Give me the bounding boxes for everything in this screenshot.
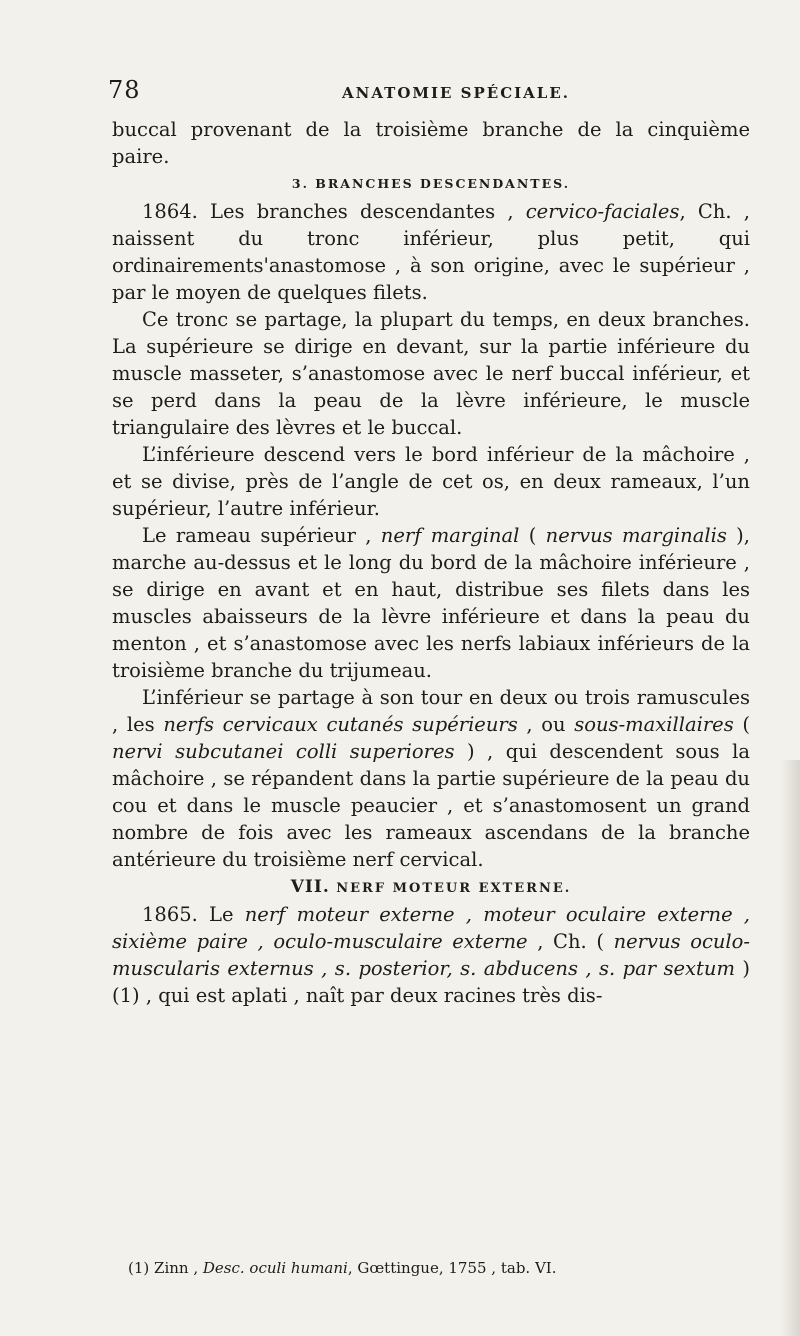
- page-edge-shadow: [780, 760, 800, 1336]
- paragraph-tronc: Ce tronc se partage, la plupart du temps, en deux branches. La supérieure se dirige en devant, sur la partie inférieure du muscle masseter, s’anastomose avec le nerf buccal inférieur, et se perd dans la peau de la lèvre inférieure, le muscle triangulaire des lèvres et le buccal.: [112, 308, 750, 439]
- paragraph-inferieure: L’inférieure descend vers le bord inférieur de la mâchoire , et se divise, près de l’angle de cet os, en deux rameaux, l’un supérieur, l’autre inférieur.: [112, 443, 750, 520]
- paragraph-number: 1865.: [142, 903, 198, 926]
- footnote-text: , Gœttingue, 1755 , tab. VI.: [347, 1259, 557, 1277]
- term-italic: nerf moteur externe , moteur oculaire externe , sixième paire , oculo-musculaire externe: [112, 903, 751, 953]
- footnote-title: Desc. oculi humani: [202, 1259, 348, 1277]
- paragraph-text: Les branches descendantes ,: [197, 200, 526, 223]
- paragraph-1864: [112, 198, 750, 306]
- paragraph-text: , Ch. , naissent du tronc inférieur, plus petit, qui ordinairements'anastomose , à son origine, avec le supérieur , par le moyen de quelques filets.: [112, 200, 750, 304]
- term-italic: nerf marginal: [380, 524, 520, 547]
- chapter-number: VII.: [290, 877, 330, 897]
- running-head: ANATOMIE SPÉCIALE.: [342, 84, 571, 102]
- term-italic: nerfs cervicaux cutanés supérieurs: [163, 713, 518, 736]
- chapter-title: NERF MOTEUR EXTERNE.: [329, 881, 572, 896]
- term-italic: nervi subcutanei colli superiores: [112, 740, 455, 763]
- paragraph-text: (: [519, 524, 546, 547]
- paragraph-text: , Ch. (: [527, 930, 614, 953]
- term-italic: cervico-faciales: [525, 200, 680, 223]
- paragraph-text: (: [733, 713, 750, 736]
- footnote: [128, 1257, 750, 1279]
- paragraph-text: Le rameau supérieur ,: [142, 524, 381, 547]
- paragraph-text: ), marche au-dessus et le long du bord de la mâchoire inférieure , se dirige en avant et en haut, distribue ses filets dans les muscles abaisseurs de la lèvre inférieure et dans la peau du menton , et s’anastomose avec les nerfs labiaux inférieurs de la troisième branche du trijumeau.: [112, 524, 750, 682]
- paragraph-text: L’inférieur se partage à son tour en deux ou trois ramuscules , les: [112, 686, 750, 736]
- paragraph-text: ) , qui descendent sous la mâchoire , se répandent dans la partie supérieure de la peau du cou et dans le muscle peaucier , et s’anastomosent un grand nombre de fois avec les rameaux ascendans de la branche antérieure du troisième nerf cervical.: [112, 740, 750, 871]
- page-body: [112, 116, 750, 1009]
- page-header: [108, 76, 740, 106]
- term-italic: sous-maxillaires: [574, 713, 734, 736]
- paragraph-rameau-superieur: [112, 522, 750, 684]
- paragraph-number: 1864.: [142, 200, 198, 223]
- continuation-paragraph: buccal provenant de la troisième branche de la cinquième paire.: [112, 118, 750, 168]
- paragraph-text: , ou: [517, 713, 575, 736]
- paragraph-inferieur: [112, 684, 750, 873]
- paragraph-1865: [112, 901, 750, 1009]
- paragraph-text: ) (1) , qui est aplati , naît par deux racines très dis-: [112, 957, 750, 1007]
- section-heading: 3. BRANCHES DESCENDANTES.: [291, 176, 571, 191]
- footnote-text: (1) Zinn ,: [128, 1259, 203, 1277]
- chapter-heading: [112, 873, 750, 901]
- term-italic: nervus marginalis: [545, 524, 727, 547]
- term-italic: nervus oculo-muscularis externus , s. posterior, s. abducens , s. par sextum: [112, 930, 750, 980]
- paragraph-text: Le: [197, 903, 245, 926]
- page-number: 78: [108, 76, 141, 104]
